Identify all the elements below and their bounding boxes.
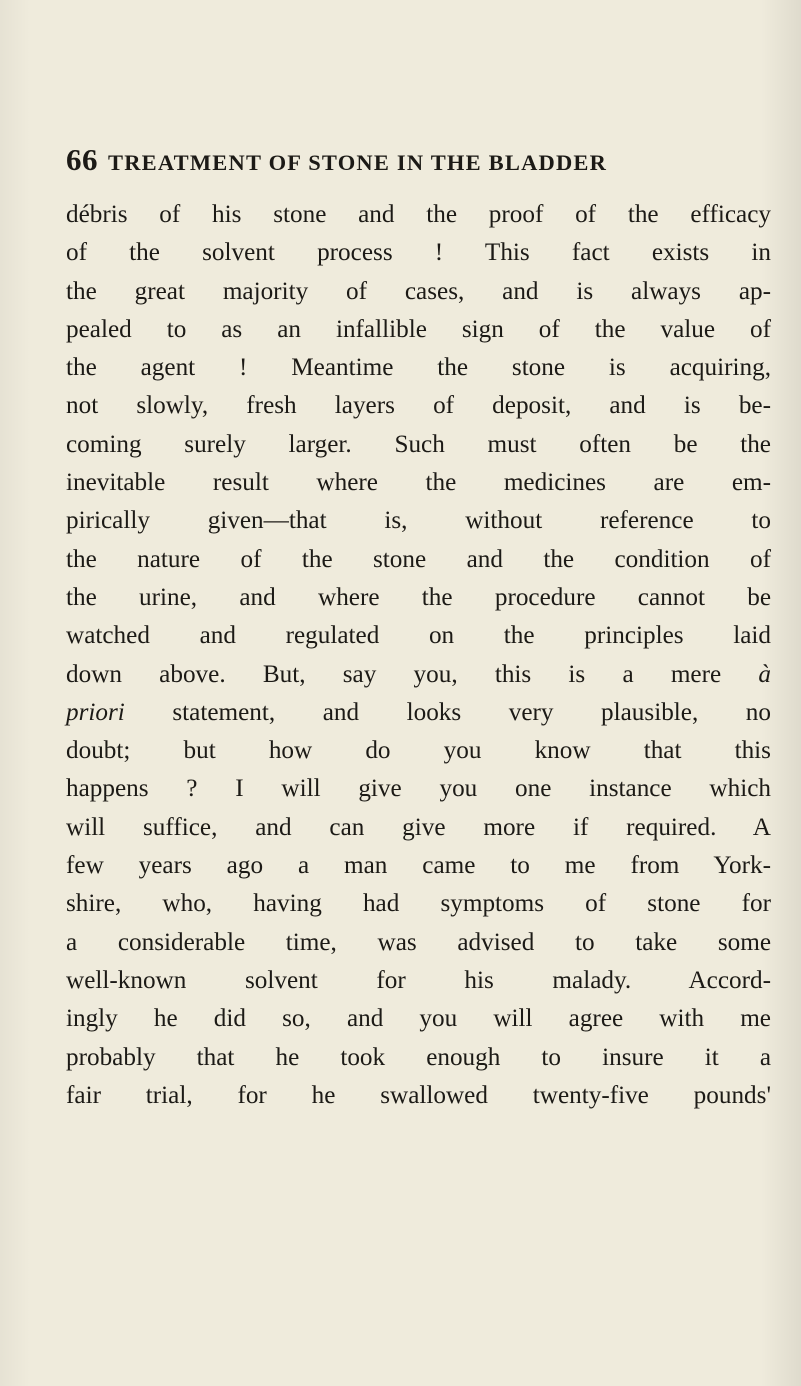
text-line: doubt; but how do you know that this: [66, 737, 771, 765]
text-line: the agent ! Meantime the stone is acquiring,: [66, 354, 771, 382]
text-line: probably that he took enough to insure it a: [66, 1043, 771, 1071]
text-line: will suffice, and can give more if required. A: [66, 813, 771, 841]
text-line: the great majority of cases, and is always ap-: [66, 277, 771, 305]
italic-word: à: [758, 660, 771, 688]
text-line: inevitable result where the medicines are em-: [66, 469, 771, 497]
text-line: pealed to as an infallible sign of the value of: [66, 315, 771, 343]
body-text: [66, 196, 771, 1115]
text-line: watched and regulated on the principles laid: [66, 622, 771, 650]
text-line: [66, 656, 771, 694]
text-segment: statement, and looks very plausible, no: [172, 698, 771, 726]
text-line: well-known solvent for his malady. Accord-: [66, 966, 771, 994]
text-line: the urine, and where the procedure cannot be: [66, 583, 771, 611]
text-line: not slowly, fresh layers of deposit, and is be-: [66, 392, 771, 420]
text-line: coming surely larger. Such must often be the: [66, 430, 771, 458]
text-line: of the solvent process ! This fact exists in: [66, 239, 771, 267]
text-line: the nature of the stone and the condition of: [66, 545, 771, 573]
text-line: pirically given—that is, without reference to: [66, 507, 771, 535]
text-line: fair trial, for he swallowed twenty-five pounds': [66, 1081, 771, 1109]
chapter-title: TREATMENT OF STONE IN THE BLADDER: [108, 150, 608, 175]
text-line: happens ? I will give you one instance which: [66, 775, 771, 803]
text-line: [66, 694, 771, 732]
text-line: a considerable time, was advised to take some: [66, 928, 771, 956]
page-number: 66: [66, 142, 98, 177]
text-line: shire, who, having had symptoms of stone for: [66, 890, 771, 918]
text-segment: down above. But, say you, this is a mere: [66, 660, 722, 688]
italic-word: priori: [66, 698, 125, 726]
text-line: few years ago a man came to me from York-: [66, 852, 771, 880]
text-line: débris of his stone and the proof of the efficacy: [66, 201, 771, 228]
text-line: ingly he did so, and you will agree with me: [66, 1005, 771, 1033]
running-head: [66, 140, 766, 180]
